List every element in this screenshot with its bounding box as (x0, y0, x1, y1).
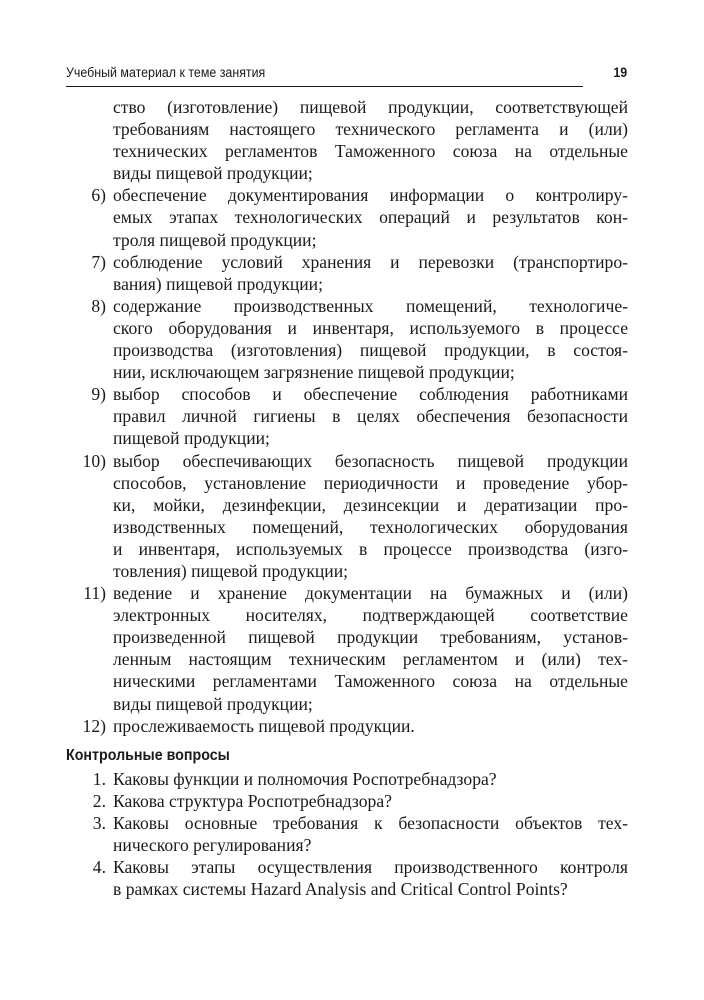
text-line: произведенной пищевой продукции требованиям, установ- (113, 627, 628, 648)
list-item-number: 8) (91, 295, 106, 316)
text-line: обеспечение документирования информации о контролиру- (113, 185, 628, 206)
text-line: ки, мойки, дезинфекции, дезинсекции и дератизации про- (113, 494, 628, 515)
text-line: способов, установление периодичности и проведение убор- (113, 472, 628, 493)
text-line: товления) пищевой продукции; (113, 560, 349, 581)
text-line: пищевой продукции; (113, 428, 270, 449)
page-number: 19 (613, 65, 628, 80)
text-line: выбор обеспечивающих безопасность пищевой продукции (113, 450, 628, 471)
text-line: Каковы этапы осуществления производственного контроля (113, 857, 628, 878)
list-item-number: 9) (91, 384, 106, 405)
list-item-7 (66, 251, 628, 295)
question-2 (66, 790, 628, 812)
list-item-8 (66, 295, 628, 383)
text-line: виды пищевой продукции; (113, 163, 313, 184)
text-line: в рамках системы Hazard Analysis and Critical Control Points? (113, 879, 568, 900)
text-line: требованиям настоящего технического регламента и (или) (113, 119, 628, 140)
question-number: 3. (92, 812, 106, 833)
text-line: электронных носителях, подтверждающей соответствие (113, 605, 628, 626)
text-line: Каковы основные требования к безопасности объектов тех- (113, 812, 628, 833)
list-item-number: 6) (91, 185, 106, 206)
text-line: производства (изготовления) пищевой продукции, в состоя- (113, 340, 628, 361)
list-item-number: 7) (91, 251, 106, 272)
page-body (66, 96, 628, 900)
text-line: троля пищевой продукции; (113, 229, 317, 250)
text-line: нического регулирования? (113, 835, 312, 855)
text-line: правил личной гигиены в целях обеспечения безопасности (113, 406, 628, 427)
text-line: прослеживаемость пищевой продукции. (113, 715, 415, 736)
text-line: Каковы функции и полномочия Роспотребнадзора? (113, 768, 497, 789)
text-line: технических регламентов Таможенного союза на отдельные (113, 141, 628, 162)
question-1 (66, 768, 628, 790)
text-line: ведение и хранение документации на бумажных и (или) (113, 583, 628, 604)
question-4 (66, 856, 628, 900)
list-item-10 (66, 450, 628, 583)
list-item-12 (66, 715, 628, 737)
text-line: ленным настоящим техническим регламентом и (или) тех- (113, 649, 628, 670)
text-line: соблюдение условий хранения и перевозки (транспортиро- (113, 251, 628, 272)
text-line: и инвентаря, используемых в процессе производства (изго- (113, 538, 628, 559)
question-number: 1. (92, 768, 106, 789)
text-line: Какова структура Роспотребнадзора? (113, 790, 392, 811)
running-head-title: Учебный материал к теме занятия (66, 65, 266, 80)
question-number: 2. (92, 790, 106, 811)
list-item-11 (66, 582, 628, 715)
list-item-number: 11) (83, 583, 106, 604)
list-item-number: 12) (82, 715, 106, 736)
text-line: ническими регламентами Таможенного союза на отдельные (113, 671, 628, 692)
text-line: содержание производственных помещений, технологиче- (113, 295, 628, 316)
text-line: выбор способов и обеспечение соблюдения работниками (113, 384, 628, 405)
text-line: емых этапах технологических операций и результатов кон- (113, 207, 628, 228)
question-3 (66, 812, 628, 856)
section-heading-review-questions: Контрольные вопросы (66, 746, 230, 764)
question-number: 4. (92, 857, 106, 878)
text-line: вания) пищевой продукции; (113, 273, 323, 294)
list-item-continuation (66, 96, 628, 184)
text-line: нии, исключающем загрязнение пищевой продукции; (113, 362, 515, 383)
list-item-number: 10) (82, 450, 106, 471)
list-item-6 (66, 184, 628, 250)
text-line: ского оборудования и инвентаря, используемого в процессе (113, 317, 628, 338)
text-line: виды пищевой продукции; (113, 693, 313, 714)
list-item-9 (66, 383, 628, 449)
text-line: ство (изготовление) пищевой продукции, соответствующей (113, 97, 628, 117)
running-head (66, 62, 628, 87)
text-line: изводственных помещений, технологических оборудования (113, 516, 628, 537)
